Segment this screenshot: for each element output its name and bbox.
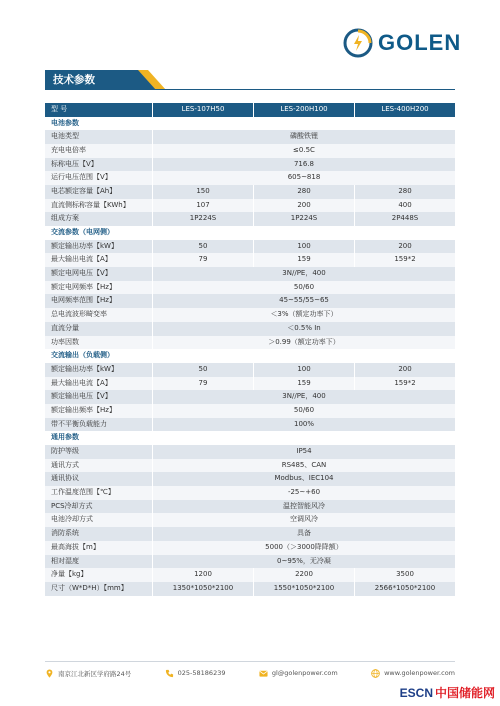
row-value: 磷酸铁锂 [290,132,318,141]
row-label: 消防系统 [45,527,153,541]
footer-rule [45,661,455,662]
table-row [45,582,455,596]
table-row [45,404,455,418]
table-row [45,513,455,527]
header-les-400h200: LES-400H200 [381,105,429,113]
row-value: Modbus、IEC104 [274,474,334,483]
table-row [45,308,455,322]
row-value: 79 [153,253,254,267]
row-value: 5000（＞3000降降额） [265,542,343,551]
row-value: 2200 [254,568,355,582]
table-row [45,267,455,281]
group-label: 交流参数（电网侧） [51,228,114,236]
row-label: 额定输出频率【Hz】 [45,404,153,418]
table-header [45,103,455,117]
spec-table [45,103,455,596]
table-row [45,377,455,391]
row-label: 功率因数 [45,336,153,350]
table-row [45,294,455,308]
address-text: 南京江北新区学府路24号 [58,669,132,678]
row-value: RS485、CAN [281,460,327,469]
table-row [45,336,455,350]
header-model: 型 号 [45,103,153,117]
table-row [45,171,455,185]
row-label: 尺寸（W*D*H）【mm】 [45,582,153,596]
row-label: 额定电网电压【V】 [45,267,153,281]
row-value: 1350*1050*2100 [153,582,254,596]
row-value: 159*2 [394,378,416,387]
row-value: 400 [398,200,412,209]
row-label: 电池类型 [45,130,153,144]
row-value: 605~818 [287,173,321,182]
row-label: 总电流波形畸变率 [45,308,153,322]
row-label: 净量【kg】 [45,568,153,582]
row-label: 电芯额定容量【Ah】 [45,185,153,199]
row-value: IP54 [296,447,312,455]
table-row [45,212,455,226]
location-pin-icon [45,669,54,678]
row-value: 100% [293,419,314,428]
row-label: 防护等级 [45,445,153,459]
row-label: 充电电倍率 [45,144,153,158]
row-label: 相对湿度 [45,555,153,569]
footer [45,667,455,679]
table-row [45,568,455,582]
header-les-107h50: LES-107H50 [153,103,254,117]
watermark-cn: 中国储能网 [434,686,495,700]
footer-email [259,669,338,678]
row-label: 最高海拔【m】 [45,541,153,555]
table-row [45,144,455,158]
row-value: 0~95%，无冷凝 [277,556,331,565]
row-value: 3N//PE，400 [282,269,326,278]
table-group-row [45,349,455,363]
table-row [45,240,455,254]
row-label: 最大输出电流【A】 [45,377,153,391]
table-row [45,281,455,295]
table-group-row [45,117,455,131]
row-value: 200 [398,241,412,250]
email-link[interactable]: gl@golenpower.com [271,669,338,677]
row-value: 温控智能风冷 [283,501,325,510]
row-value: ≤0.5C [293,145,315,154]
row-value: 3500 [396,570,414,579]
footer-website [371,669,455,678]
row-label: 组成方案 [45,212,153,226]
table-row [45,130,455,144]
row-label: 额定输出电压【V】 [45,390,153,404]
table-row [45,158,455,172]
row-value: 2P448S [391,214,419,223]
row-value: 79 [153,377,254,391]
section-title: 技术参数 [45,70,129,90]
row-value: 空调风冷 [290,515,318,524]
watermark-en: ESCN [399,685,433,700]
table-group-row [45,226,455,240]
row-value: ＜3%（额定功率下） [270,310,338,319]
table-row [45,459,455,473]
table-row [45,555,455,569]
row-value: 50 [153,240,254,254]
row-label: 直流分量 [45,322,153,336]
row-value: 1550*1050*2100 [254,582,355,596]
row-label: 最大输出电流【A】 [45,253,153,267]
row-value: 2566*1050*2100 [374,583,436,592]
row-value: 159 [254,377,355,391]
row-value: 1P224S [153,212,254,226]
footer-address [45,669,131,678]
row-label: 通讯协议 [45,472,153,486]
table-row [45,418,455,432]
golen-logo [343,28,461,58]
row-value: 50 [153,363,254,377]
row-value: 107 [153,199,254,213]
table-group-row [45,431,455,445]
row-value: 具备 [297,529,311,538]
row-label: 额定电网频率【Hz】 [45,281,153,295]
row-value: 100 [254,240,355,254]
row-label: 额定输出功率【kW】 [45,240,153,254]
table-row [45,541,455,555]
row-label: 通讯方式 [45,459,153,473]
row-label: 运行电压范围【V】 [45,171,153,185]
row-value: 1200 [153,568,254,582]
mail-icon [259,669,268,678]
table-row [45,390,455,404]
row-label: 标称电压【V】 [45,158,153,172]
title-accent-shape [128,70,166,90]
row-value: 280 [254,185,355,199]
group-label: 交流输出（负载侧） [51,351,114,360]
table-row [45,363,455,377]
golen-logo-icon [343,28,373,58]
website-link[interactable]: www.golenpower.com [384,669,455,677]
table-row [45,472,455,486]
row-value: 200 [254,199,355,213]
table-row [45,527,455,541]
row-label: 额定输出功率【kW】 [45,363,153,377]
phone-text: 025-58186239 [177,669,226,677]
table-row [45,445,455,459]
table-body [45,117,455,596]
row-value: 3N//PE，400 [282,392,326,401]
group-label: 通用参数 [51,433,79,442]
row-value: 50/60 [293,282,315,291]
row-value: 716.8 [293,159,315,168]
row-label: 直流侧标称容量【KWh】 [45,199,153,213]
row-value: 200 [398,364,412,373]
table-row [45,253,455,267]
row-value: 159*2 [394,255,416,264]
escn-watermark [400,684,495,701]
row-value: 159 [254,253,355,267]
row-value: ＜0.5% In [287,323,321,332]
group-label: 电池参数 [51,118,79,127]
row-label: 工作温度范围【℃】 [45,486,153,500]
brand-name: GOLEN [378,30,462,55]
row-value: 50/60 [293,405,315,414]
row-label: 带不平衡负载能力 [45,418,153,432]
table-row [45,199,455,213]
table-row [45,486,455,500]
row-value: 150 [153,185,254,199]
table-row [45,322,455,336]
row-label: 电网频率范围【Hz】 [45,294,153,308]
header-les-200h100: LES-200H100 [254,103,355,117]
row-label: 电池冷却方式 [45,513,153,527]
row-value: -25~+60 [287,488,321,497]
row-value: 45~55/55~65 [279,296,329,305]
phone-icon [165,669,174,678]
footer-phone [165,669,226,678]
section-rule [45,89,455,90]
row-value: ＞0.99（额定功率下） [268,337,340,346]
table-row [45,500,455,514]
row-value: 100 [254,363,355,377]
row-value: 280 [398,186,412,195]
row-label: PCS冷却方式 [45,500,153,514]
globe-icon [371,669,380,678]
row-value: 1P224S [254,212,355,226]
table-row [45,185,455,199]
